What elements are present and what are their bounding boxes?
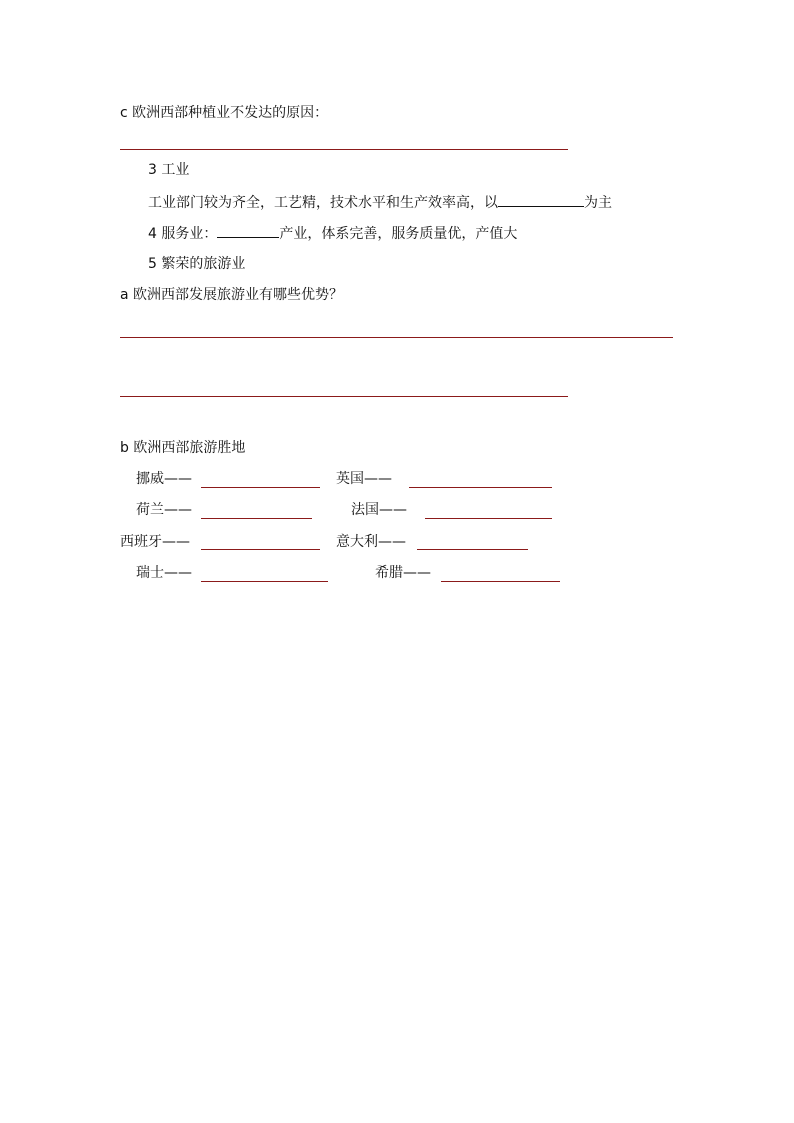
blank-france[interactable] [425,518,552,519]
industry-sentence [148,192,612,212]
services-sentence [148,223,517,243]
label-spain: 西班牙—— [120,534,190,550]
label-switzerland: 瑞士—— [136,565,192,581]
industry-blank[interactable] [498,192,584,207]
question-c: c 欧洲西部种植业不发达的原因： [120,105,329,121]
blank-norway[interactable] [201,487,320,488]
blank-italy[interactable] [417,549,528,550]
blank-spain[interactable] [201,549,320,550]
label-france: 法国—— [351,502,407,518]
label-greece: 希腊—— [375,565,431,581]
blank-switzerland[interactable] [201,581,328,582]
label-netherlands: 荷兰—— [136,502,192,518]
industry-text-after: 为主 [584,195,612,211]
label-italy: 意大利—— [336,534,406,550]
label-norway: 挪威—— [136,471,192,487]
question-b: b 欧洲西部旅游胜地 [120,440,246,456]
services-blank[interactable] [217,223,279,238]
heading-tourism: 5 繁荣的旅游业 [148,256,246,272]
blank-greece[interactable] [441,581,560,582]
heading-industry: 3 工业 [148,162,190,178]
question-a: a 欧洲西部发展旅游业有哪些优势？ [120,287,344,303]
services-label: 4 服务业： [148,226,218,242]
blank-netherlands[interactable] [201,518,312,519]
answer-line-a-2[interactable] [120,396,568,397]
answer-line-c[interactable] [120,149,568,150]
industry-text-before: 工业部门较为齐全，工艺精，技术水平和生产效率高，以 [148,195,498,211]
label-uk: 英国—— [336,471,392,487]
blank-uk[interactable] [409,487,552,488]
services-text-after: 产业，体系完善，服务质量优，产值大 [279,226,518,242]
answer-line-a-1[interactable] [120,337,673,338]
